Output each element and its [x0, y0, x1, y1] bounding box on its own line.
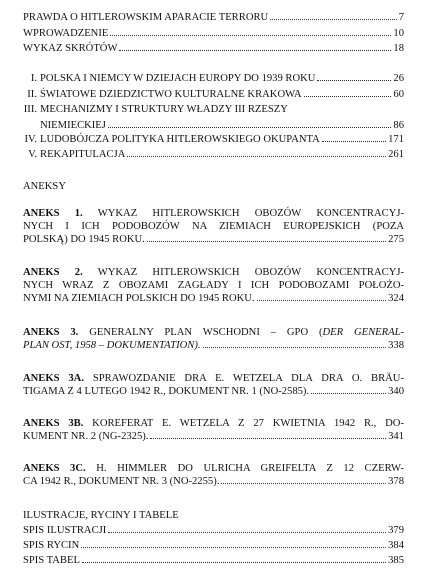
section-heading-aneksy: ANEKSY — [23, 181, 66, 192]
toc-chapter-4 — [23, 133, 404, 146]
annex-text-italic: PLAN OST, 1958 – DOKUMENTATION). — [23, 340, 201, 351]
chapter-number: I. — [30, 73, 37, 84]
toc-annex-3c — [23, 462, 404, 488]
dot-leader — [108, 532, 386, 533]
dot-leader — [150, 438, 386, 439]
annex-text: WYKAZ HITLEROWSKICH OBOZÓW KONCENTRACYJ- — [82, 208, 405, 219]
chapter-number: V. — [28, 149, 37, 160]
annex-line — [23, 385, 404, 398]
annex-label: ANEKS 3B. — [23, 418, 84, 429]
chapter-number: III. — [23, 104, 37, 115]
toc-entry-page: 384 — [388, 540, 404, 551]
chapter-number: II. — [27, 89, 37, 100]
chapter-title: LUDOBÓJCZA POLITYKA HITLEROWSKIEGO OKUPANTA — [40, 134, 320, 145]
annex-line — [23, 233, 404, 246]
toc-annex-3a — [23, 372, 404, 398]
annex-line: NYCH WRAZ Z OBOZAMI ZAGŁADY I ICH PODOBOZAMI POŁOŻO- — [23, 280, 404, 291]
toc-entry-title: PRAWDA O HITLEROWSKIM APARACIE TERRORU — [23, 12, 269, 23]
dot-leader — [119, 50, 391, 51]
toc-entry-page: 10 — [393, 28, 404, 39]
annex-line — [23, 339, 404, 352]
annex-line — [23, 292, 404, 305]
toc-chapter-1 — [23, 72, 404, 85]
toc-entry-title: WYKAZ SKRÓTÓW — [23, 43, 118, 54]
toc-list-tables — [23, 554, 404, 567]
annex-line — [23, 430, 404, 443]
dot-leader — [257, 300, 387, 301]
toc-chapter-5 — [23, 148, 404, 161]
annex-text: H. HIMMLER DO ULRICHA GREIFELTA Z 12 CZERW- — [85, 463, 404, 474]
dot-leader — [203, 347, 387, 348]
toc-entry-page: 7 — [398, 12, 404, 23]
annex-line — [23, 417, 404, 430]
toc-entry-page: 18 — [393, 43, 404, 54]
dot-leader — [221, 483, 386, 484]
annex-text: NYMI NA ZIEMIACH POLSKICH DO 1945 ROKU. — [23, 293, 255, 304]
toc-annex-2 — [23, 266, 404, 305]
annex-page: 378 — [388, 476, 404, 487]
annex-text: KOREFERAT E. WETZELA Z 27 KWIETNIA 1942 R., DO- — [83, 418, 404, 429]
chapter-title: ŚWIATOWE DZIEDZICTWO KULTURALNE KRAKOWA — [40, 89, 302, 100]
chapter-page: 60 — [393, 89, 404, 100]
annex-label: ANEKS 3A. — [23, 373, 84, 384]
chapter-title: POLSKA I NIEMCY W DZIEJACH EUROPY DO 1939 ROKU — [40, 73, 316, 84]
annex-page: 338 — [388, 340, 404, 351]
dot-leader — [81, 547, 386, 548]
toc-entry-title: SPIS TABEL — [23, 555, 80, 566]
annex-line — [23, 266, 404, 279]
toc-chapter-2 — [23, 88, 404, 101]
annex-page: 341 — [388, 431, 404, 442]
dot-leader — [311, 393, 386, 394]
dot-leader — [304, 96, 392, 97]
chapter-page: 86 — [393, 120, 404, 131]
annex-line — [23, 372, 404, 385]
annex-line — [23, 326, 404, 339]
toc-entry-title: SPIS ILUSTRACJI — [23, 525, 107, 536]
annex-label: ANEKS 3C. — [23, 463, 86, 474]
dot-leader — [322, 141, 386, 142]
annex-label: ANEKS 1. — [23, 208, 83, 219]
dot-leader — [110, 35, 391, 36]
annex-line — [23, 462, 404, 475]
toc-annex-3b — [23, 417, 404, 443]
chapter-title: MECHANIZMY I STRUKTURY WŁADZY III RZESZY — [40, 104, 288, 115]
annex-text: TIGAMA Z 4 LUTEGO 1942 R., DOKUMENT NR. 1 (NO-2585). — [23, 386, 310, 397]
chapter-title-continued: NIEMIECKIEJ — [40, 120, 106, 131]
toc-entry-page: 385 — [388, 555, 404, 566]
dot-leader — [82, 562, 386, 563]
annex-text: GENERALNY PLAN WSCHODNI – GPO ( — [78, 327, 323, 338]
annex-page: 324 — [388, 293, 404, 304]
toc-entry-title: WPROWADZENIE — [23, 28, 109, 39]
chapter-title: REKAPITULACJA — [40, 149, 126, 160]
annex-line — [23, 475, 404, 488]
toc-chapter-3-continued — [40, 119, 404, 132]
dot-leader — [147, 241, 386, 242]
toc-entry-title: SPIS RYCIN — [23, 540, 80, 551]
toc-annex-1 — [23, 207, 404, 246]
toc-entry-page: 379 — [388, 525, 404, 536]
toc-chapter-3 — [23, 103, 404, 116]
toc-entry-wprowadzenie — [23, 27, 404, 40]
dot-leader — [127, 156, 386, 157]
annex-page: 275 — [388, 234, 404, 245]
dot-leader — [317, 80, 391, 81]
annex-text: KUMENT NR. 2 (NG-2325). — [23, 431, 149, 442]
chapter-page: 261 — [388, 149, 404, 160]
annex-text: WYKAZ HITLEROWSKICH OBOZÓW KONCENTRACYJ- — [82, 267, 405, 278]
dot-leader — [108, 127, 392, 128]
toc-list-illustrations — [23, 524, 404, 537]
chapter-page: 171 — [388, 134, 404, 145]
annex-label: ANEKS 2. — [23, 267, 83, 278]
annex-line — [23, 207, 404, 220]
toc-entry-wykaz-skrotow — [23, 42, 404, 55]
annex-text: POLSKĄ) DO 1945 ROKU. — [23, 234, 145, 245]
dot-leader — [270, 19, 397, 20]
annex-text: CA 1942 R., DOKUMENT NR. 3 (NO-2255). — [23, 476, 220, 487]
annex-line: NYCH I ICH PODOBOZÓW NA ZIEMIACH EUROPEJSKICH (POZA — [23, 221, 404, 232]
annex-label: ANEKS 3. — [23, 327, 79, 338]
toc-entry-prawda — [23, 11, 404, 24]
annex-text-italic: DER GENERAL- — [322, 327, 405, 338]
annex-text: SPRAWOZDANIE DRA E. WETZELA DLA DRA O. BRÄU- — [83, 373, 404, 384]
toc-list-figures — [23, 539, 404, 552]
chapter-page: 26 — [393, 73, 404, 84]
chapter-number: IV. — [24, 134, 37, 145]
toc-annex-3 — [23, 326, 404, 352]
section-heading-illustrations: ILUSTRACJE, RYCINY I TABELE — [23, 510, 179, 521]
annex-page: 340 — [388, 386, 404, 397]
